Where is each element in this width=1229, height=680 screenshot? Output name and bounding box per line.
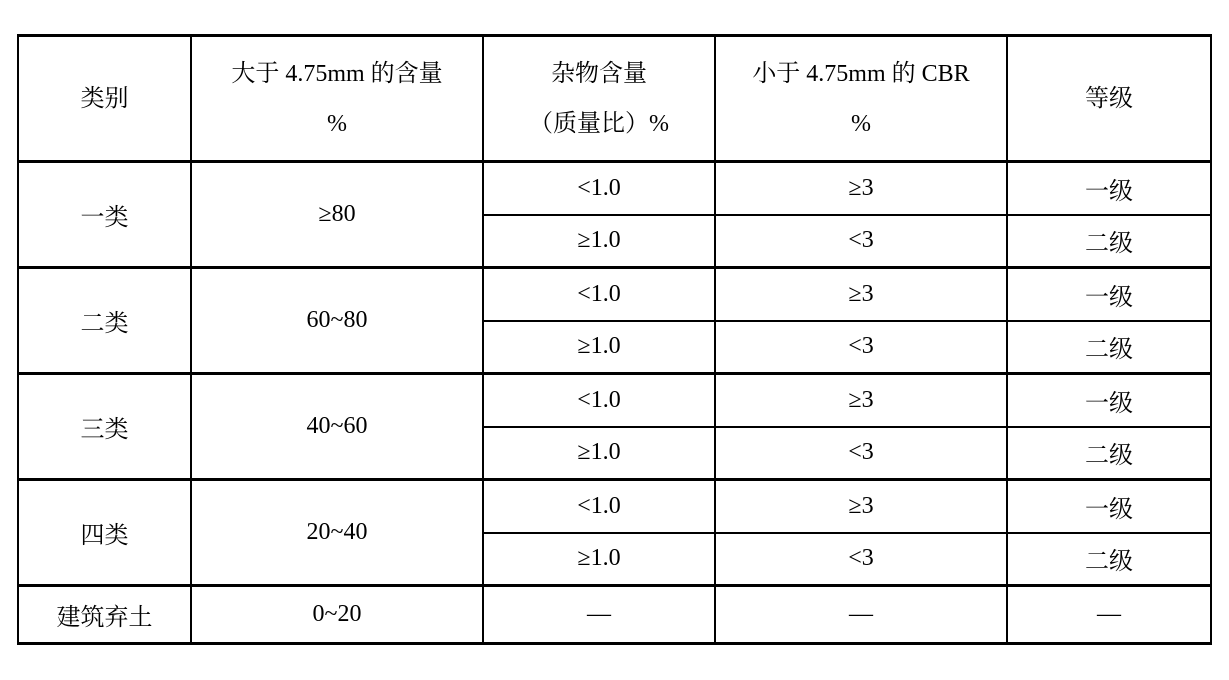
grade-cell: 一级: [1007, 374, 1211, 427]
header-cbr-line1: 小于 4.75mm 的 CBR: [752, 60, 970, 87]
impurity-cell: <1.0: [483, 162, 715, 215]
impurity-cell: <1.0: [483, 268, 715, 321]
grade-cell: —: [1007, 586, 1211, 644]
impurity-cell: ≥1.0: [483, 427, 715, 480]
cbr-cell: ≥3: [715, 480, 1007, 533]
content-cell: 60~80: [191, 268, 483, 374]
table-row: [18, 374, 1211, 427]
grade-cell: 二级: [1007, 321, 1211, 374]
table-row: [18, 268, 1211, 321]
grade-cell: 一级: [1007, 268, 1211, 321]
grade-cell: 一级: [1007, 480, 1211, 533]
header-content-line1: 大于 4.75mm 的含量: [231, 60, 443, 87]
grade-cell: 一级: [1007, 162, 1211, 215]
impurity-cell: <1.0: [483, 374, 715, 427]
cbr-cell: ≥3: [715, 374, 1007, 427]
impurity-cell: ≥1.0: [483, 533, 715, 586]
table-row: [18, 480, 1211, 533]
impurity-cell: ≥1.0: [483, 321, 715, 374]
cbr-cell: <3: [715, 321, 1007, 374]
content-cell: ≥80: [191, 162, 483, 268]
category-cell: 四类: [18, 480, 191, 586]
impurity-cell: <1.0: [483, 480, 715, 533]
table-row: [18, 162, 1211, 215]
category-cell: 建筑弃土: [18, 586, 191, 644]
header-row: [18, 36, 1211, 162]
content-cell: 40~60: [191, 374, 483, 480]
impurity-cell: —: [483, 586, 715, 644]
header-cell-content-gt475: [191, 36, 483, 162]
table-row: [18, 586, 1211, 644]
cbr-cell: <3: [715, 215, 1007, 268]
grade-cell: 二级: [1007, 427, 1211, 480]
header-category-label: 类别: [80, 85, 129, 112]
grade-cell: 二级: [1007, 533, 1211, 586]
cbr-cell: <3: [715, 427, 1007, 480]
content-cell: 20~40: [191, 480, 483, 586]
cbr-cell: —: [715, 586, 1007, 644]
header-cell-grade: [1007, 36, 1211, 162]
impurity-cell: ≥1.0: [483, 215, 715, 268]
category-cell: 三类: [18, 374, 191, 480]
cbr-cell: <3: [715, 533, 1007, 586]
cbr-cell: ≥3: [715, 268, 1007, 321]
header-content-line2: %: [327, 110, 347, 137]
cbr-cell: ≥3: [715, 162, 1007, 215]
content-cell: 0~20: [191, 586, 483, 644]
category-cell: 二类: [18, 268, 191, 374]
classification-table: [17, 34, 1212, 645]
header-grade-label: 等级: [1085, 85, 1133, 112]
header-cbr-line2: %: [851, 110, 871, 137]
header-cell-category: [18, 36, 191, 162]
grade-cell: 二级: [1007, 215, 1211, 268]
header-cell-impurity: [483, 36, 715, 162]
header-impurity-line1: 杂物含量: [551, 60, 647, 87]
header-impurity-line2: （质量比）%: [529, 110, 669, 137]
header-cell-cbr: [715, 36, 1007, 162]
category-cell: 一类: [18, 162, 191, 268]
